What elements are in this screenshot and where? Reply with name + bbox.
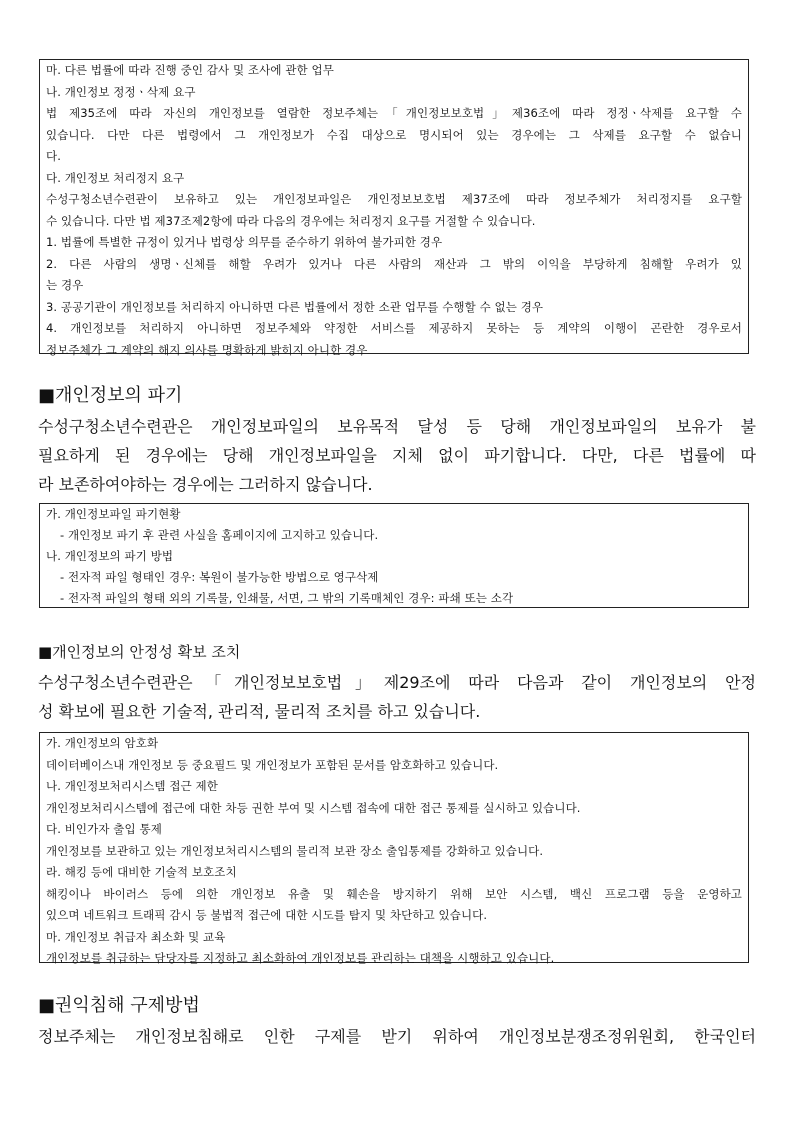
box-line: 나. 개인정보처리시스템 접근 제한 [46,779,218,793]
box-line: 는 경우 [46,278,84,292]
box-line: 수성구청소년수련관이 보유하고 있는 개인정보파일은 개인정보보호법 제37조에 따라 정보주체가 처리정지를 요구할 [46,192,742,206]
box-line: 다. 개인정보 처리정지 요구 [46,170,185,185]
box-line: 해킹이나 바이러스 등에 의한 개인정보 유출 및 훼손을 방지하기 위해 보안 시스템, 백신 프로그램 등을 운영하고 [46,886,742,901]
paragraph-line: 라 보존하여야하는 경우에는 그러하지 않습니다. [38,475,373,494]
box-line: 법 제35조에 따라 자신의 개인정보를 열람한 정보주체는「개인정보보호법」제36조에 따라 정정ㆍ삭제를 요구할 수 [46,106,742,120]
destruction-box [39,503,749,608]
paragraph-line: 수성구청소년수련관은 개인정보파일의 보유목적 달성 등 당해 개인정보파일의 보유가 불 [38,417,756,436]
box-line: 개인정보를 취급하는 담당자를 지정하고 최소화하여 개인정보를 관리하는 대책을 시행하고 있습니다. [46,951,555,965]
box-line: 개인정보를 보관하고 있는 개인정보처리시스템의 물리적 보관 장소 출입통제를 강화하고 있습니다. [46,843,544,858]
paragraph-line: 필요하게 된 경우에는 당해 개인정보파일을 지체 없이 파기합니다. 다만, 다른 법률에 따 [38,446,756,465]
paragraph-line: 정보주체는 개인정보침해로 인한 구제를 받기 위하여 개인정보분쟁조정위원회, 한국인터 [38,1027,756,1046]
box-line: 수 있습니다. 다만 법 제37조제2항에 따라 다음의 경우에는 처리정지 요구를 거절할 수 있습니다. [46,213,536,228]
box-line: 다. [46,149,61,163]
box-line: 정보주체가 그 계약의 해지 의사를 명확하게 밝히지 아니한 경우 [46,342,368,357]
box-line: 마. 다른 법률에 따라 진행 중인 감사 및 조사에 관한 업무 [46,63,334,77]
safety-paragraph [38,668,756,726]
box-line: - 전자적 파일의 형태 외의 기록물, 인쇄물, 서면, 그 밖의 기록매체인 경우: 파쇄 또는 소각 [60,591,514,605]
section-title-safety: ■개인정보의 안정성 확보 조치 [38,643,241,661]
paragraph-line: 수성구청소년수련관은「개인정보보호법」제29조에 따라 다음과 같이 개인정보의 안정 [38,673,756,692]
destruction-paragraph [38,412,756,499]
box-line: 있습니다. 다만 다른 법령에서 그 개인정보가 수집 대상으로 명시되어 있는 경우에는 그 삭제를 요구할 수 없습니 [46,127,742,142]
safety-box [39,732,749,963]
box-line: - 전자적 파일 형태인 경우: 복원이 불가능한 방법으로 영구삭제 [60,570,379,584]
box-line: 4. 개인정보를 처리하지 아니하면 정보주체와 약정한 서비스를 제공하지 못하는 등 계약의 이행이 곤란한 경우로서 [46,321,742,335]
box-line: 라. 해킹 등에 대비한 기술적 보호조치 [46,865,237,879]
box-line: 마. 개인정보 취급자 최소화 및 교육 [46,929,226,944]
box-line: 3. 공공기관이 개인정보를 처리하지 아니하면 다른 법률에서 정한 소관 업무를 수행할 수 없는 경우 [46,299,544,314]
box-line: 데이터베이스내 개인정보 등 중요필드 및 개인정보가 포함된 문서를 암호화하고 있습니다. [46,757,499,772]
box-line: 다. 비인가자 출입 통제 [46,822,162,836]
box-line: 나. 개인정보의 파기 방법 [46,549,174,563]
box-line: 2. 다른 사람의 생명ㆍ신체를 해할 우려가 있거나 다른 사람의 재산과 그 밖의 이익을 부당하게 침해할 우려가 있 [46,256,742,271]
box-line: 가. 개인정보파일 파기현황 [46,507,181,521]
box-line: 개인정보처리시스템에 접근에 대한 차등 권한 부여 및 시스템 접속에 대한 접근 통제를 실시하고 있습니다. [46,800,581,815]
section-title-destruction: ■개인정보의 파기 [38,385,183,406]
remedy-paragraph [38,1022,756,1051]
rights-request-box [39,59,749,357]
box-line: - 개인정보 파기 후 관련 사실을 홈페이지에 고지하고 있습니다. [60,528,379,542]
paragraph-line: 성 확보에 필요한 기술적, 관리적, 물리적 조치를 하고 있습니다. [38,702,481,721]
box-line: 있으며 네트워크 트래픽 감시 등 불법적 접근에 대한 시도를 탐지 및 차단하고 있습니다. [46,908,488,922]
box-line: 1. 법률에 특별한 규정이 있거나 법령상 의무를 준수하기 위하여 불가피한 경우 [46,235,443,249]
section-title-remedy: ■권익침해 구제방법 [38,995,200,1016]
box-line: 가. 개인정보의 암호화 [46,736,159,750]
box-line: 나. 개인정보 정정ㆍ삭제 요구 [46,84,196,99]
